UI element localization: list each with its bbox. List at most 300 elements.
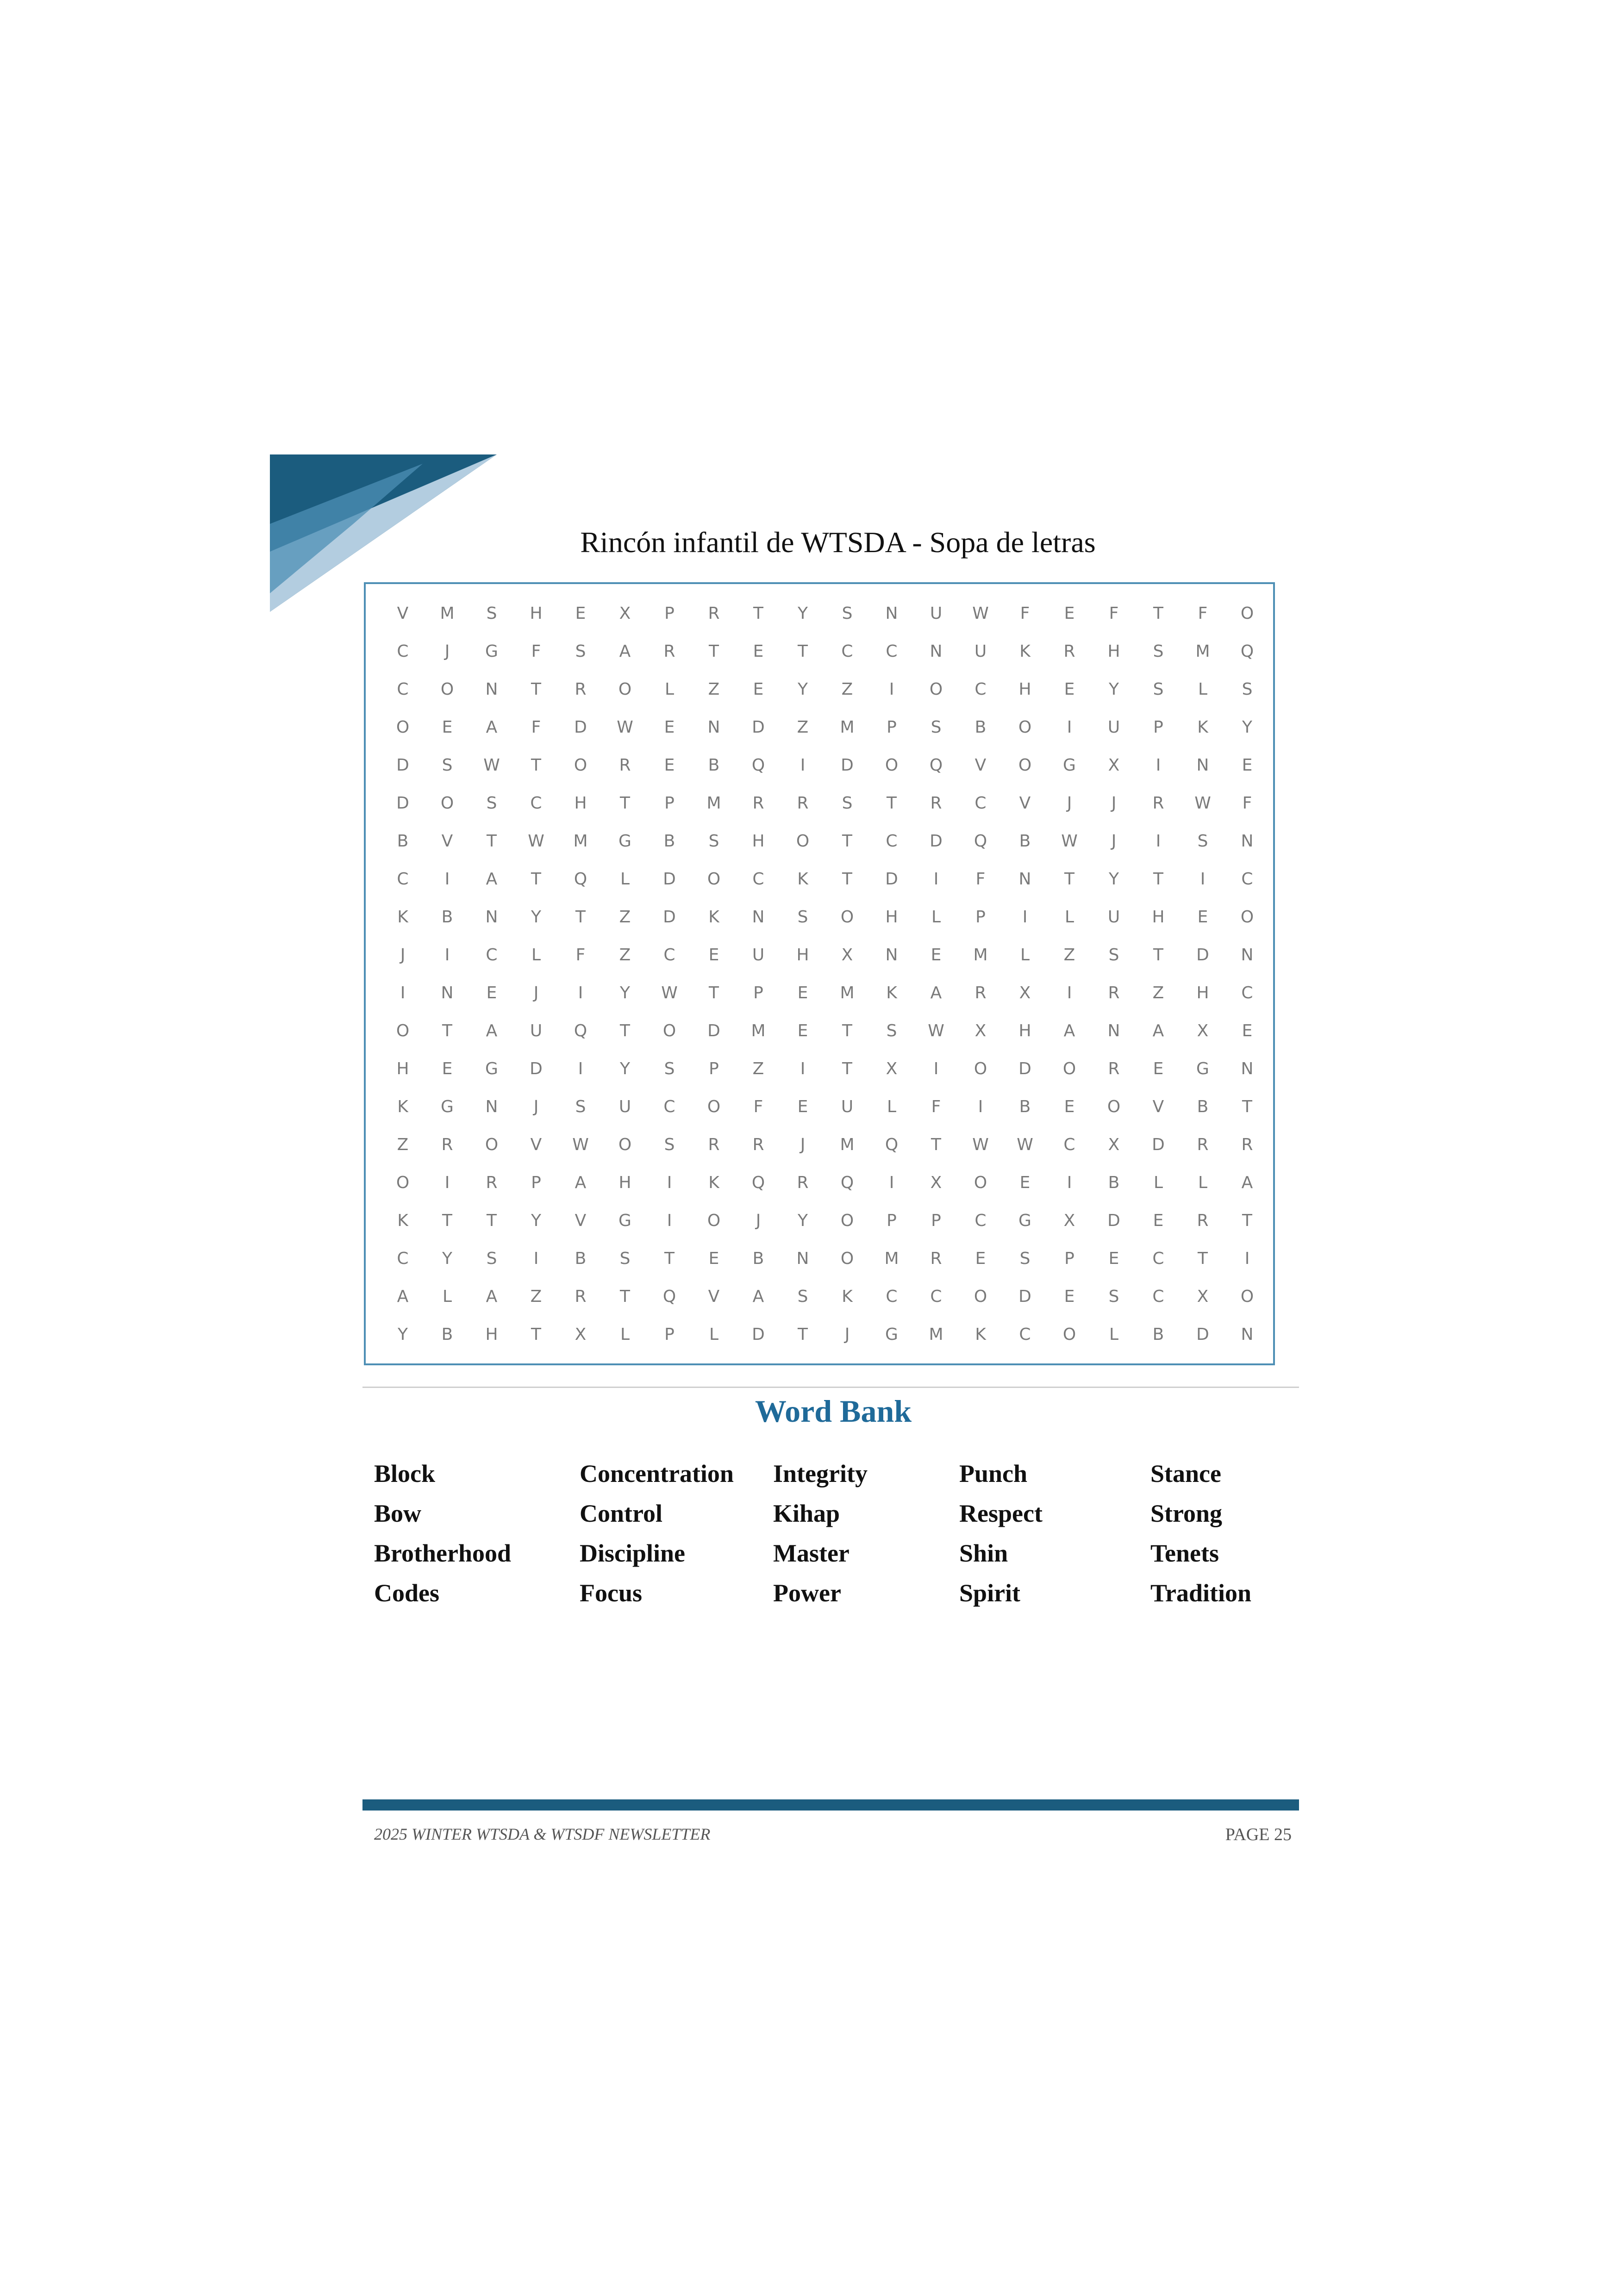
grid-letter: Q — [974, 831, 987, 851]
grid-letter: E — [575, 604, 586, 623]
grid-letter: H — [1152, 907, 1165, 927]
grid-letter: D — [885, 869, 898, 889]
grid-letter: I — [800, 755, 806, 775]
grid-letter: X — [841, 945, 853, 964]
grid-letter: L — [1109, 1325, 1119, 1344]
grid-letter: J — [444, 641, 450, 661]
grid-letter: O — [1018, 717, 1032, 737]
grid-letter: H — [1196, 983, 1209, 1002]
word-bank-title: Word Bank — [755, 1394, 912, 1429]
grid-letter: G — [618, 1211, 631, 1230]
grid-letter: D — [396, 755, 409, 775]
grid-letter: B — [1019, 831, 1031, 851]
grid-letter: O — [974, 1173, 987, 1192]
grid-letter: I — [1067, 983, 1072, 1002]
grid-letter: V — [1152, 1097, 1164, 1116]
grid-letter: Q — [929, 755, 943, 775]
grid-letter: L — [1020, 945, 1030, 964]
grid-letter: C — [886, 641, 898, 661]
word-bank-item: Bow — [374, 1500, 422, 1527]
grid-letter: U — [974, 641, 987, 661]
grid-letter: K — [797, 869, 808, 889]
grid-letter: O — [840, 1249, 854, 1268]
grid-letter: C — [1152, 1249, 1164, 1268]
grid-letter: O — [485, 1135, 499, 1154]
grid-letter: F — [1109, 604, 1119, 623]
grid-letter: B — [1197, 1097, 1209, 1116]
word-bank-item: Tenets — [1150, 1539, 1219, 1567]
grid-letter: C — [974, 1211, 987, 1230]
grid-letter: S — [1242, 679, 1253, 699]
grid-letter: S — [1108, 1287, 1119, 1306]
grid-letter: H — [574, 793, 587, 813]
grid-letter: A — [486, 1287, 498, 1306]
grid-letter: Q — [574, 869, 587, 889]
grid-letter: E — [1108, 1249, 1119, 1268]
grid-letter: I — [444, 945, 450, 964]
grid-letter: B — [1108, 1173, 1120, 1192]
grid-letter: N — [885, 945, 898, 964]
grid-letter: W — [661, 983, 678, 1002]
grid-letter: F — [575, 945, 586, 964]
grid-letter: S — [486, 604, 497, 623]
grid-letter: P — [887, 1211, 897, 1230]
grid-letter: R — [752, 793, 764, 813]
grid-letter: E — [708, 945, 719, 964]
grid-letter: C — [663, 945, 675, 964]
grid-letter: X — [974, 1021, 987, 1040]
grid-letter: F — [1020, 604, 1030, 623]
grid-letter: S — [619, 1249, 631, 1268]
word-bank-item: Codes — [374, 1579, 440, 1607]
grid-letter: A — [486, 869, 498, 889]
grid-letter: N — [1241, 831, 1254, 851]
grid-letter: T — [709, 641, 719, 661]
grid-letter: M — [706, 793, 721, 813]
grid-letter: N — [1241, 1325, 1254, 1344]
grid-letter: Q — [885, 1135, 899, 1154]
grid-letter: J — [800, 1135, 806, 1154]
word-bank-item: Power — [773, 1579, 841, 1607]
grid-letter: I — [1067, 717, 1072, 737]
grid-letter: I — [578, 983, 583, 1002]
grid-letter: S — [486, 793, 497, 813]
grid-letter: T — [842, 1021, 852, 1040]
grid-letter: E — [1019, 1173, 1031, 1192]
grid-letter: V — [974, 755, 987, 775]
grid-letter: C — [1063, 1135, 1075, 1154]
grid-letter: Q — [1240, 641, 1254, 661]
grid-letter: C — [397, 641, 409, 661]
grid-letter: H — [485, 1325, 498, 1344]
grid-letter: T — [931, 1135, 941, 1154]
word-bank-item: Tradition — [1150, 1579, 1252, 1607]
grid-letter: A — [486, 717, 498, 737]
grid-letter: Y — [442, 1249, 452, 1268]
grid-letter: N — [885, 604, 898, 623]
grid-letter: T — [842, 831, 852, 851]
grid-letter: S — [842, 793, 853, 813]
grid-letter: O — [618, 679, 632, 699]
grid-letter: T — [620, 1021, 630, 1040]
grid-letter: S — [842, 604, 853, 623]
grid-letter: K — [975, 1325, 986, 1344]
grid-letter: L — [887, 1097, 897, 1116]
grid-letter: A — [752, 1287, 764, 1306]
grid-letter: O — [1062, 1059, 1076, 1078]
grid-letter: R — [930, 1249, 942, 1268]
grid-letter: T — [798, 1325, 808, 1344]
grid-letter: N — [1241, 945, 1254, 964]
grid-letter: I — [800, 1059, 806, 1078]
grid-letter: I — [1022, 907, 1028, 927]
footer-newsletter-title: 2025 WINTER WTSDA & WTSDF NEWSLETTER — [374, 1825, 711, 1843]
grid-letter: P — [664, 793, 675, 813]
grid-letter: T — [798, 641, 808, 661]
grid-letter: M — [884, 1249, 899, 1268]
word-bank-item: Kihap — [773, 1500, 840, 1527]
grid-letter: T — [1153, 945, 1163, 964]
grid-letter: P — [1064, 1249, 1074, 1268]
word-bank-item: Integrity — [773, 1460, 868, 1487]
grid-letter: M — [751, 1021, 766, 1040]
grid-letter: G — [485, 641, 498, 661]
grid-letter: R — [1108, 1059, 1120, 1078]
grid-letter: B — [708, 755, 720, 775]
grid-letter: D — [396, 793, 409, 813]
word-bank-column — [580, 1457, 734, 1616]
grid-letter: V — [575, 1211, 587, 1230]
word-bank-item: Spirit — [959, 1579, 1021, 1607]
grid-letter: O — [396, 1173, 410, 1192]
grid-letter: J — [533, 983, 539, 1002]
grid-letter: L — [1198, 679, 1208, 699]
grid-letter: R — [930, 793, 942, 813]
grid-letter: R — [708, 604, 720, 623]
grid-letter: N — [930, 641, 943, 661]
grid-letter: I — [444, 1173, 450, 1192]
grid-letter: I — [533, 1249, 539, 1268]
grid-letter: U — [1107, 717, 1120, 737]
word-search-grid — [381, 594, 1269, 1353]
grid-letter: A — [1241, 1173, 1253, 1192]
grid-letter: P — [531, 1173, 541, 1192]
grid-letter: K — [1197, 717, 1208, 737]
word-bank-column — [374, 1457, 511, 1616]
grid-letter: B — [752, 1249, 764, 1268]
grid-letter: Y — [398, 1325, 408, 1344]
grid-letter: O — [574, 755, 587, 775]
grid-letter: O — [840, 907, 854, 927]
grid-letter: T — [1153, 604, 1163, 623]
grid-letter: Y — [1109, 869, 1119, 889]
word-bank-item: Master — [773, 1539, 849, 1567]
grid-letter: B — [1152, 1325, 1164, 1344]
grid-letter: E — [797, 983, 808, 1002]
grid-letter: S — [1153, 641, 1164, 661]
grid-letter: O — [1062, 1325, 1076, 1344]
grid-letter: A — [1063, 1021, 1075, 1040]
grid-letter: M — [440, 604, 455, 623]
grid-letter: K — [842, 1287, 853, 1306]
grid-letter: C — [1019, 1325, 1031, 1344]
grid-letter: B — [441, 1325, 453, 1344]
grid-letter: V — [708, 1287, 720, 1306]
grid-letter: T — [1198, 1249, 1208, 1268]
grid-letter: K — [708, 907, 719, 927]
grid-letter: T — [531, 1325, 541, 1344]
grid-letter: M — [573, 831, 588, 851]
grid-letter: I — [667, 1211, 672, 1230]
grid-letter: B — [441, 907, 453, 927]
grid-letter: E — [753, 679, 764, 699]
grid-letter: J — [1111, 831, 1117, 851]
grid-letter: S — [1197, 831, 1208, 851]
word-bank-column — [959, 1457, 1043, 1616]
grid-letter: O — [929, 679, 943, 699]
grid-letter: R — [663, 641, 675, 661]
grid-letter: D — [752, 717, 765, 737]
grid-letter: A — [1152, 1021, 1164, 1040]
grid-letter: B — [397, 831, 409, 851]
grid-letter: O — [440, 793, 454, 813]
grid-letter: T — [887, 793, 897, 813]
grid-letter: L — [1153, 1173, 1163, 1192]
grid-letter: F — [1198, 604, 1208, 623]
section-divider — [362, 1387, 1299, 1388]
grid-letter: C — [397, 869, 409, 889]
grid-letter: E — [664, 717, 675, 737]
grid-letter: R — [708, 1135, 720, 1154]
grid-letter: S — [797, 907, 808, 927]
grid-letter: F — [531, 641, 541, 661]
grid-letter: O — [396, 717, 410, 737]
grid-letter: M — [840, 717, 855, 737]
grid-letter: H — [1107, 641, 1120, 661]
grid-letter: G — [1196, 1059, 1209, 1078]
grid-letter: H — [885, 907, 898, 927]
grid-letter: E — [442, 717, 453, 737]
grid-letter: J — [533, 1097, 539, 1116]
grid-letter: S — [575, 1097, 586, 1116]
grid-letter: K — [886, 983, 897, 1002]
grid-letter: O — [796, 831, 810, 851]
grid-letter: V — [397, 604, 409, 623]
grid-letter: O — [618, 1135, 632, 1154]
grid-letter: D — [1018, 1059, 1031, 1078]
grid-letter: J — [1067, 793, 1072, 813]
grid-letter: R — [1063, 641, 1075, 661]
grid-letter: R — [1241, 1135, 1253, 1154]
grid-letter: O — [707, 1097, 721, 1116]
grid-letter: R — [1152, 793, 1164, 813]
grid-letter: O — [885, 755, 899, 775]
grid-letter: E — [797, 1097, 808, 1116]
grid-letter: R — [974, 983, 987, 1002]
grid-letter: D — [930, 831, 943, 851]
grid-letter: X — [1197, 1021, 1209, 1040]
grid-letter: S — [708, 831, 719, 851]
grid-letter: O — [707, 1211, 721, 1230]
grid-letter: T — [487, 831, 497, 851]
grid-letter: R — [1197, 1135, 1209, 1154]
grid-letter: P — [753, 983, 763, 1002]
word-bank-item: Punch — [959, 1460, 1028, 1487]
grid-letter: J — [756, 1211, 761, 1230]
word-bank-item: Discipline — [580, 1539, 686, 1567]
grid-letter: T — [1153, 869, 1163, 889]
grid-letter: Z — [841, 679, 853, 699]
grid-letter: N — [1196, 755, 1209, 775]
grid-letter: Z — [619, 907, 631, 927]
grid-letter: Z — [708, 679, 720, 699]
grid-letter: H — [796, 945, 809, 964]
grid-letter: E — [1064, 604, 1075, 623]
word-bank-column — [773, 1457, 868, 1616]
grid-letter: Y — [620, 983, 630, 1002]
grid-letter: U — [530, 1021, 543, 1040]
grid-letter: C — [886, 831, 898, 851]
grid-letter: E — [1064, 1287, 1075, 1306]
grid-letter: P — [931, 1211, 941, 1230]
grid-letter: R — [619, 755, 631, 775]
grid-letter: I — [1067, 1173, 1072, 1192]
grid-letter: E — [486, 983, 497, 1002]
grid-letter: T — [1242, 1097, 1252, 1116]
grid-letter: I — [1156, 831, 1161, 851]
grid-letter: X — [575, 1325, 587, 1344]
grid-letter: J — [1111, 793, 1117, 813]
grid-letter: T — [620, 793, 630, 813]
grid-letter: S — [664, 1135, 675, 1154]
grid-letter: P — [975, 907, 986, 927]
grid-letter: D — [707, 1021, 720, 1040]
grid-letter: S — [1108, 945, 1119, 964]
grid-letter: H — [1018, 679, 1031, 699]
grid-letter: B — [1019, 1097, 1031, 1116]
grid-letter: U — [930, 604, 943, 623]
grid-letter: R — [1197, 1211, 1209, 1230]
grid-letter: T — [709, 983, 719, 1002]
grid-letter: Y — [798, 679, 808, 699]
footer-page-number: PAGE 25 — [1225, 1825, 1292, 1844]
grid-letter: C — [841, 641, 853, 661]
grid-letter: D — [530, 1059, 543, 1078]
grid-letter: T — [487, 1211, 497, 1230]
grid-letter: Y — [620, 1059, 630, 1078]
grid-letter: I — [889, 679, 894, 699]
grid-letter: U — [618, 1097, 631, 1116]
grid-letter: E — [664, 755, 675, 775]
grid-letter: Q — [574, 1021, 587, 1040]
grid-letter: W — [483, 755, 500, 775]
grid-letter: I — [978, 1097, 983, 1116]
grid-letter: E — [753, 641, 764, 661]
grid-letter: H — [396, 1059, 409, 1078]
grid-letter: K — [397, 1211, 408, 1230]
grid-letter: X — [1108, 1135, 1120, 1154]
grid-letter: J — [400, 945, 406, 964]
grid-letter: D — [663, 869, 676, 889]
grid-letter: T — [842, 1059, 852, 1078]
grid-letter: A — [397, 1287, 409, 1306]
grid-letter: F — [531, 717, 541, 737]
grid-letter: N — [441, 983, 454, 1002]
grid-letter: E — [975, 1249, 986, 1268]
grid-letter: N — [707, 717, 720, 737]
grid-letter: Y — [531, 1211, 541, 1230]
grid-letter: N — [485, 679, 498, 699]
grid-letter: Q — [751, 755, 765, 775]
grid-letter: I — [667, 1173, 672, 1192]
grid-letter: W — [928, 1021, 944, 1040]
grid-letter: T — [531, 755, 541, 775]
grid-letter: T — [842, 869, 852, 889]
grid-letter: Z — [752, 1059, 764, 1078]
grid-letter: O — [707, 869, 721, 889]
word-bank-item: Concentration — [580, 1460, 734, 1487]
word-bank-item: Block — [374, 1460, 436, 1487]
grid-letter: O — [1240, 604, 1254, 623]
grid-letter: L — [1198, 1173, 1208, 1192]
grid-letter: Z — [797, 717, 809, 737]
grid-letter: R — [441, 1135, 453, 1154]
grid-letter: I — [1156, 755, 1161, 775]
grid-letter: A — [575, 1173, 587, 1192]
grid-letter: V — [1019, 793, 1031, 813]
grid-letter: I — [578, 1059, 583, 1078]
grid-letter: N — [752, 907, 765, 927]
grid-letter: N — [796, 1249, 809, 1268]
grid-letter: G — [885, 1325, 898, 1344]
grid-letter: Q — [662, 1287, 676, 1306]
grid-letter: L — [664, 679, 675, 699]
word-bank-item: Control — [580, 1500, 663, 1527]
grid-letter: X — [886, 1059, 898, 1078]
grid-letter: H — [1018, 1021, 1031, 1040]
grid-letter: U — [752, 945, 765, 964]
grid-letter: O — [974, 1059, 987, 1078]
grid-letter: Z — [619, 945, 631, 964]
word-bank-item: Respect — [959, 1500, 1043, 1527]
grid-letter: P — [709, 1059, 719, 1078]
grid-letter: S — [486, 1249, 497, 1268]
grid-letter: D — [663, 907, 676, 927]
grid-letter: W — [1061, 831, 1078, 851]
grid-letter: C — [930, 1287, 942, 1306]
grid-letter: O — [396, 1021, 410, 1040]
grid-letter: S — [1153, 679, 1164, 699]
grid-letter: Y — [798, 604, 808, 623]
grid-letter: D — [1018, 1287, 1031, 1306]
word-bank-item: Focus — [580, 1579, 642, 1607]
word-bank-column — [1150, 1457, 1251, 1616]
grid-letter: N — [1018, 869, 1031, 889]
grid-letter: M — [1195, 641, 1210, 661]
grid-letter: R — [486, 1173, 498, 1192]
grid-letter: L — [620, 869, 630, 889]
grid-letter: O — [1240, 1287, 1254, 1306]
grid-letter: Z — [530, 1287, 542, 1306]
grid-letter: D — [574, 717, 587, 737]
grid-letter: W — [528, 831, 544, 851]
grid-letter: X — [1019, 983, 1031, 1002]
grid-letter: T — [531, 679, 541, 699]
grid-letter: C — [1241, 869, 1253, 889]
grid-letter: K — [708, 1173, 719, 1192]
grid-letter: O — [440, 679, 454, 699]
grid-letter: C — [1152, 1287, 1164, 1306]
